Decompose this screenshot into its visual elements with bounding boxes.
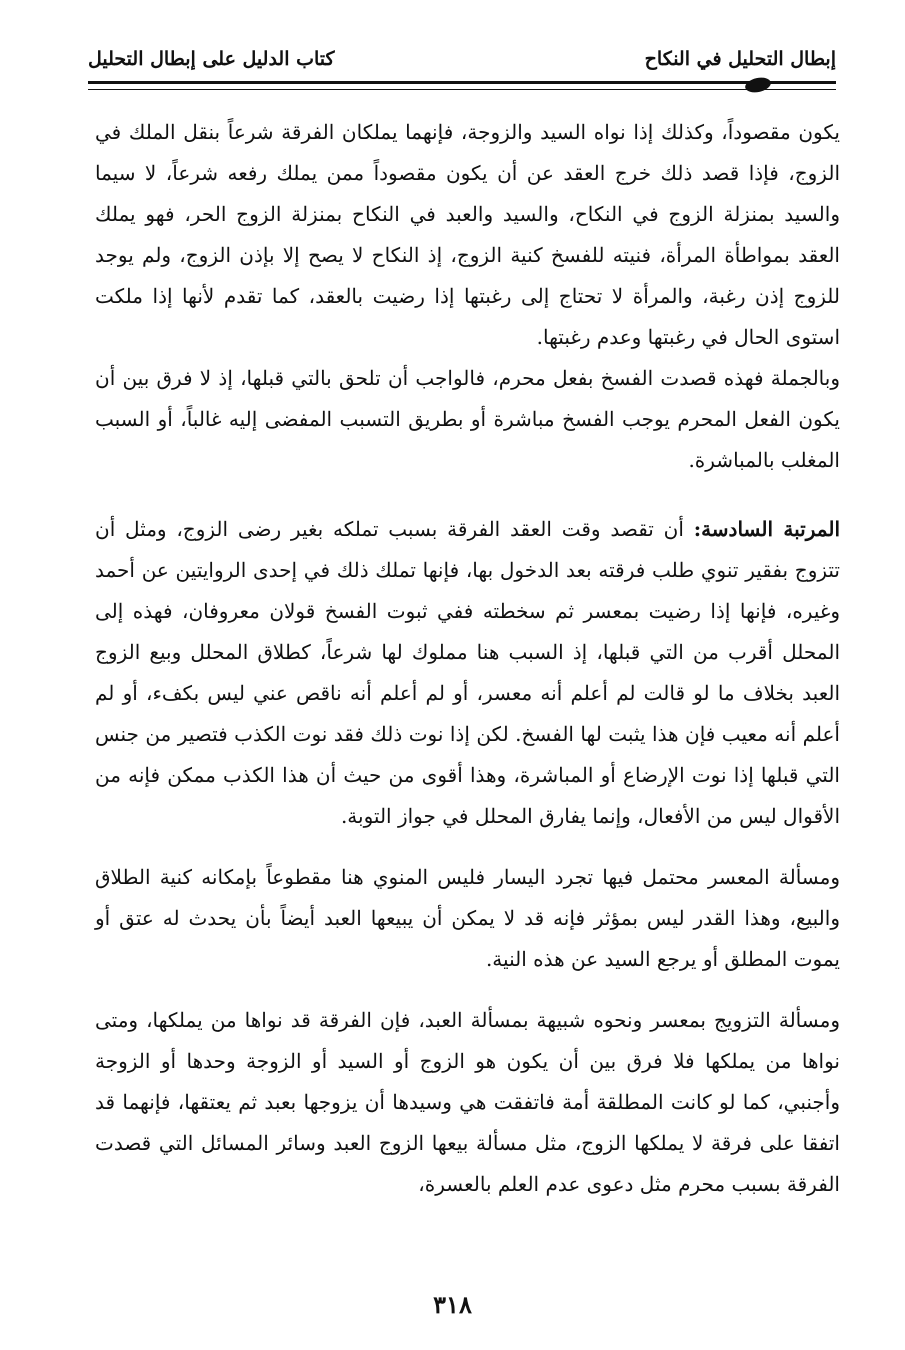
header-rule-thick [88, 81, 836, 84]
section-heading: المرتبة السادسة: [693, 517, 840, 541]
body-text [95, 112, 840, 1205]
paragraph-text: وبالجملة فهذه قصدت الفسخ بفعل محرم، فالواجب أن تلحق بالتي قبلها، إذ لا فرق بين أن يكون الفعل المحرم يوجب الفسخ مباشرة أو بطريق التسبب المفضى إليه غالباً، أو السبب المغلب بالمباشرة. [95, 366, 840, 472]
paragraph [95, 857, 840, 980]
paragraph-text: أن تقصد وقت العقد الفرقة بسبب تملكه بغير رضى الزوج، ومثل أن تتزوج بفقير تنوي طلب فرقته بعد الدخول بها، فإنها تملك ذلك في إحدى الروايتين عن أحمد وغيره، فإنها إذا رضيت بمعسر ثم سخطته ففي ثبوت الفسخ قولان معروفان، فهذه إلى المحلل أقرب من التي قبلها، إذ السبب هنا مملوك لها شرعاً، كطلاق المحلل وبيع الزوج العبد بخلاف ما لو قالت لم أعلم أنه معسر، أو لم أعلم أنه ناقص عني ليس بكفء، أو لم أعلم أنه معيب فإن هذا يثبت لها الفسخ. لكن إذا نوت ذلك فقد نوت الكذب فتصير من جنس التي قبلها إذا نوت الإرضاع أو المباشرة، وهذا أقوى من حيث أن هذا الكذب ممكن فإنه من الأقوال ليس من الأفعال، وإنما يفارق المحلل في جواز التوبة. [95, 517, 840, 828]
page-number: ٣١٨ [433, 1290, 472, 1319]
paragraph [95, 509, 840, 837]
chapter-title: إبطال التحليل في النكاح [644, 48, 836, 70]
paragraph-text: يكون مقصوداً، وكذلك إذا نواه السيد والزوجة، فإنهما يملكان الفرقة شرعاً بنقل الملك في الزوج، فإذا قصد ذلك خرج العقد عن أن يكون مقصوداً ممن يملك رفعه شرعاً، لا سيما والسيد بمنزلة الزوج في النكاح، والسيد والعبد في النكاح بمنزلة الزوج الحر، فهو يملك العقد بمواطأة المرأة، فنيته للفسخ كنية الزوج، إذ النكاح لا يصح إلا بإذن الزوج، ولم يوجد للزوج إذن رغبة، والمرأة لا تحتاج إلى رغبتها إذا رضيت بالعقد، كما تقدم لأنها إذا ملكت استوى الحال في رغبتها وعدم رغبتها. [95, 120, 840, 349]
paragraph [95, 112, 840, 358]
paragraph [95, 1000, 840, 1205]
header-rule-thin [88, 89, 836, 90]
paragraph-text: ومسألة التزويج بمعسر ونحوه شبيهة بمسألة العبد، فإن الفرقة قد نواها من يملكها، ومتى نواها من يملكها فلا فرق بين أن يكون هو الزوج أو السيد أو الزوجة وحدها أو الزوجة وأجنبي، كما لو كانت المطلقة أمة فاتفقت هي وسيدها أن يزوجها بعبد ثم يعتقها، فإنهما قد اتفقا على فرقة لا يملكها الزوج، مثل مسألة بيعها الزوج العبد وسائر المسائل التي قصدت الفرقة بسبب محرم مثل دعوى عدم العلم بالعسرة، [95, 1008, 840, 1196]
paragraph [95, 358, 840, 481]
paragraph-text: ومسألة المعسر محتمل فيها تجرد اليسار فليس المنوي هنا مقطوعاً بإمكانه كنية الطلاق والبيع، وهذا القدر ليس بمؤثر فإنه قد لا يمكن أن يبيعها العبد أيضاً بأن يحدث له عتق أو يموت المطلق أو يرجع السيد عن هذه النية. [95, 865, 840, 971]
book-title: كتاب الدليل على إبطال التحليل [88, 48, 335, 70]
